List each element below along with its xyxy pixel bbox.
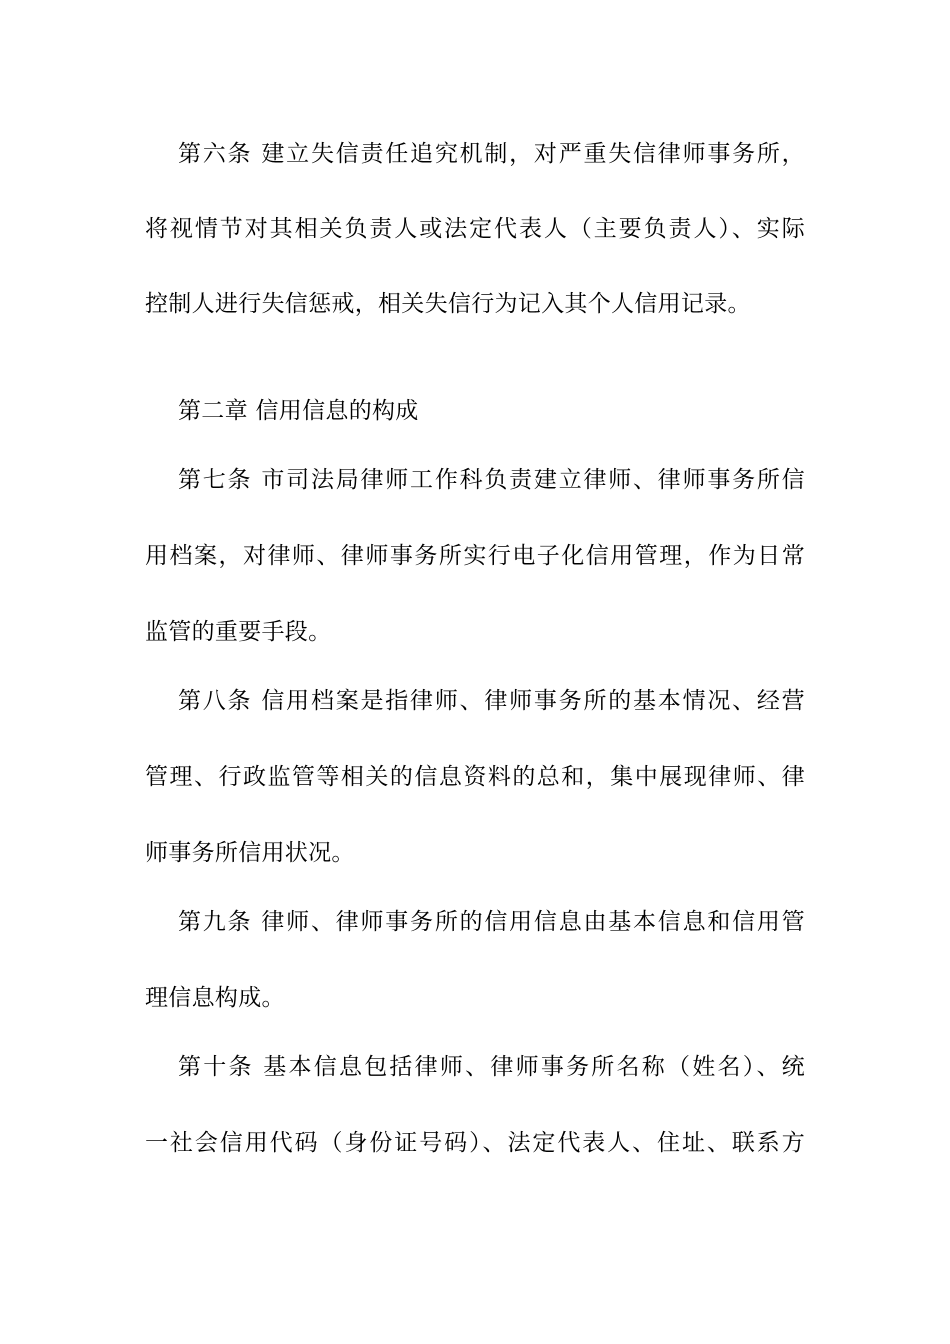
article-9-line-2: 理信息构成。 xyxy=(145,985,285,1011)
article-7-line-3: 监管的重要手段。 xyxy=(145,619,332,645)
article-8-line-2: 管理、行政监管等相关的信息资料的总和，集中展现律师、律 xyxy=(145,764,805,790)
article-10-line-1: 第十条 基本信息包括律师、律师事务所名称（姓名）、统 xyxy=(178,1054,805,1080)
chapter-heading: 第二章 信用信息的构成 xyxy=(178,398,419,424)
article-9-line-1: 第九条 律师、律师事务所的信用信息由基本信息和信用管 xyxy=(178,909,805,935)
article-6-line-3: 控制人进行失信惩戒，相关失信行为记入其个人信用记录。 xyxy=(145,291,751,317)
article-6-line-1: 第六条 建立失信责任追究机制，对严重失信律师事务所， xyxy=(178,141,805,167)
article-7-line-2: 用档案，对律师、律师事务所实行电子化信用管理，作为日常 xyxy=(145,543,805,569)
article-8-line-3: 师事务所信用状况。 xyxy=(145,840,355,866)
article-7-line-1: 第七条 市司法局律师工作科负责建立律师、律师事务所信 xyxy=(178,467,805,493)
article-8-line-1: 第八条 信用档案是指律师、律师事务所的基本情况、经营 xyxy=(178,688,805,714)
article-6-line-2: 将视情节对其相关负责人或法定代表人（主要负责人）、实际 xyxy=(145,216,805,242)
article-10-line-2: 一社会信用代码（身份证号码）、法定代表人、住址、联系方 xyxy=(145,1130,805,1156)
